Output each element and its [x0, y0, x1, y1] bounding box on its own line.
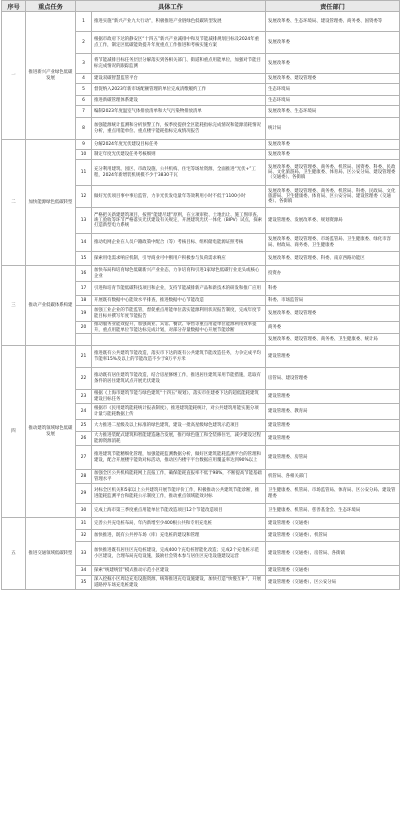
- row-number: 31: [76, 518, 92, 530]
- row-department: 统计局: [266, 118, 400, 140]
- row-content: 根据《上海市建筑节能与绿色建筑“十四五”规划》，落实市住建委下达的超低能耗建筑建设目标任务: [92, 390, 266, 404]
- row-department: 科委、市场监管局: [266, 296, 400, 306]
- row-content: 严格把关新建建筑项目，按照“能建尽建”原则，在立项审批、土地出让、施工图审查、竣工验收等环节严格落实光伏建设有关规定，开展建筑光伏一体化（BIPV）试点，探索打造新型电力系统: [92, 208, 266, 234]
- row-content: 将节能减排目标任务层层分解落实到各相关部门、街道和重点用能单位，加强对节能目标完成情况的跟踪监测: [92, 54, 266, 74]
- row-number: 13: [76, 208, 92, 234]
- row-number: 29: [76, 484, 92, 504]
- row-number: 9: [76, 140, 92, 150]
- row-number: 34: [76, 566, 92, 576]
- row-department: 建设管理委、发展改革委、规划资源局: [266, 208, 400, 234]
- row-content: 制定年度光伏建设任务考核细则: [92, 150, 266, 160]
- row-content: 加快布局和培育绿色低碳新兴产业业态，力争培育和引进1家绿色低碳行业龙头或核心企业: [92, 266, 266, 282]
- row-content: 推动电网企业在人员户籍政策中配合（等）考核目标、组织储电能源证照考核: [92, 234, 266, 252]
- row-content: 根据市《民用建筑能耗统计报表制度》，推进建筑能耗统计，对公共建筑用能实施分项计量与能耗数据上传: [92, 404, 266, 420]
- section-number: 一: [2, 12, 26, 140]
- row-content: 大力推进装配式建筑和智能建造融合发展，推行绿色施工和全装修住宅，减少建设过程能源资源消耗: [92, 432, 266, 446]
- row-number: 20: [76, 322, 92, 334]
- row-number: 35: [76, 576, 92, 590]
- row-department: 发展改革委、建设管理委、市场监管局、卫生健康委、绿化市容局、财政局、商务委、卫生健康委: [266, 234, 400, 252]
- row-content: 推进建筑节能精细化管理，加强能耗监测数据分析，做好区建筑能耗监测平台的管理和建设，配合开展楼宇能效对标活动，推动区内楼宇平台数据应用覆盖率达到90%以上: [92, 446, 266, 470]
- row-content: 分解2024年度光伏建设目标任务: [92, 140, 266, 150]
- table-row: [2, 346, 400, 368]
- row-number: 30: [76, 504, 92, 518]
- row-department: 房管局、建设管理委: [266, 368, 400, 390]
- table-row: [2, 518, 400, 530]
- row-content: 建设双碳智慧监管平台: [92, 74, 266, 84]
- row-number: 7: [76, 106, 92, 118]
- row-department: 发展改革委、生态环境局: [266, 106, 400, 118]
- row-number: 2: [76, 32, 92, 54]
- row-number: 11: [76, 160, 92, 186]
- row-number: 12: [76, 186, 92, 208]
- row-number: 4: [76, 74, 92, 84]
- row-department: 生态环境局: [266, 96, 400, 106]
- row-number: 24: [76, 404, 92, 420]
- header-content: 具体工作: [76, 1, 266, 12]
- row-department: 发展改革委、建设管理委: [266, 306, 400, 322]
- section-number: 二: [2, 140, 26, 266]
- row-department: 投资办: [266, 266, 400, 282]
- row-department: 发展改革委、建设管理委、科委、南京西路功能区: [266, 252, 400, 266]
- row-content: 编制2023年度温室气体排放清单和大气污染物排放清单: [92, 106, 266, 118]
- row-department: 生态环境局: [266, 84, 400, 96]
- row-number: 3: [76, 54, 92, 74]
- row-number: 21: [76, 346, 92, 368]
- row-department: 建设管理委（交通委）: [266, 566, 400, 576]
- section-task: 推动产业低碳体系构建: [26, 266, 76, 346]
- row-number: 19: [76, 306, 92, 322]
- section-number: 五: [2, 518, 26, 590]
- row-department: 发展改革委: [266, 140, 400, 150]
- section-task: 推动建筑领域绿色低碳发展: [26, 346, 76, 518]
- row-number: 18: [76, 296, 92, 306]
- row-content: 完善公共充电桩布局，年内新增至少400根公共和专用充电桩: [92, 518, 266, 530]
- header-no: 序号: [2, 1, 26, 12]
- row-department: 建设管理委: [266, 390, 400, 404]
- row-content: 推动服务业能效提升，加强商业、宾馆、餐饮、零售等重点用能单位能源利用效率提升，重点用能单位节能达标完成计划，对部分存量数据中心开展节能诊断: [92, 322, 266, 334]
- row-department: 科委: [266, 282, 400, 296]
- row-content: 加强工业企业的节能监管，督促重点用能单位落实能源利用状况报告制度，完成年度节能目标并撰写年度节能报告: [92, 306, 266, 322]
- row-department: 建设管理委: [266, 420, 400, 432]
- row-number: 23: [76, 390, 92, 404]
- table-row: [2, 266, 400, 282]
- row-department: 商务委: [266, 322, 400, 334]
- section-number: 三: [2, 266, 26, 346]
- row-department: 建设管理委（交通委）、房管局、各街镇: [266, 542, 400, 566]
- row-number: 17: [76, 282, 92, 296]
- table-header-row: [2, 1, 400, 12]
- row-department: 建设管理委（交通委）、区公安分局: [266, 576, 400, 590]
- row-department: 建设管理委、教育局: [266, 404, 400, 420]
- row-number: 22: [76, 368, 92, 390]
- row-department: 卫生健康委、机管局、市场监管局、体育局、区公安分局、建设管理委: [266, 484, 400, 504]
- row-content: 完成上海市第三季度重点用能单位节能改造项目12个节能改造项目: [92, 504, 266, 518]
- row-content: 推进实施“新兴产业九大行动”，积极推进产业链绿色低碳转型发展: [92, 12, 266, 32]
- row-department: 建设管理委（交通委）、机管局: [266, 530, 400, 542]
- header-dept: 责任部门: [266, 1, 400, 12]
- row-content: 开展既有数据中心能效水平排查，推进数据中心节能改造: [92, 296, 266, 306]
- row-content: 推进既有公共建筑节能改造，落实市下达的既有公共建筑节能改造任务，力争完成平均节能率15%及以上的节能改造不少于8万平方米: [92, 346, 266, 368]
- row-number: [76, 334, 92, 346]
- section-number: 四: [2, 346, 26, 518]
- row-content: 探索“统建统营”模式推动示范小区建设: [92, 566, 266, 576]
- row-content: 督促纳入2023年新市场配额管理的单位完成清缴履约工作: [92, 84, 266, 96]
- row-content: 推动既有居住建筑节能改造，结合房屋修缮工作，推进居住建筑采用节能措施，选取有条件的居住建筑试点开展光伏建设: [92, 368, 266, 390]
- row-department: 发展改革委、建设管理委: [266, 74, 400, 84]
- row-content: 推进新碳管理体系建设: [92, 96, 266, 106]
- row-content: 深入挖掘小区周边充电设施资源，统筹推进充电设施建设，加快打造“快慢互补”，开展道路停车场充电桩建设: [92, 576, 266, 590]
- header-task: 重点任务: [26, 1, 76, 12]
- task-table: [1, 0, 400, 590]
- row-number: 1: [76, 12, 92, 32]
- row-department: 发展改革委: [266, 54, 400, 74]
- row-department: 建设管理委（交通委）: [266, 518, 400, 530]
- row-content: 加强能源统计监测和分析预警工作，按季度提供全区能耗指标完成情况和能源消耗情况分析，重点用能单位、重点楼宇能耗指标完成情况报告: [92, 118, 266, 140]
- row-content: 引进和培育节能低碳科技项目和企业，支持节能减排新产品和新技术的研发和推广应用: [92, 282, 266, 296]
- row-content: 做好光伏项目事中事后监管，力争光伏发电量年等效利用小时不低于1100小时: [92, 186, 266, 208]
- row-content: 充分利用建筑、园区、市政设施、公共机构、住宅等场址资源，全面推进“光伏+”工程，2024年新增装机规模不少于3830千瓦: [92, 160, 266, 186]
- row-department: 卫生健康委、机管局、慈善基金会、生态环境局: [266, 504, 400, 518]
- row-content: 大力推进二星级及以上标准的绿色建筑，建设一批高星级绿色建筑示范项目: [92, 420, 266, 432]
- row-department: 机管局、各相关部门: [266, 470, 400, 484]
- row-number: 25: [76, 420, 92, 432]
- row-number: 8: [76, 118, 92, 140]
- row-content: 加强全区公共机构能耗网上直报工作，确保能耗直报率不低于98%，不断提高节能基础管理水平: [92, 470, 266, 484]
- row-department: 发展改革委、建设管理委、商务委、卫生健康委、统计局: [266, 334, 400, 346]
- row-content: 加快推进既有居住区充电桩建设，完成400个充电桩智能化改造；完成2个充电桩示范小区建设，合理布局充电设施，鼓励社会资本参与居住区充电设施建设运营: [92, 542, 266, 566]
- row-number: 32: [76, 530, 92, 542]
- row-department: 发展改革委、生态环境局、建设管理委、商务委、国资委等: [266, 12, 400, 32]
- row-number: 14: [76, 234, 92, 252]
- row-number: 6: [76, 96, 92, 106]
- row-number: 16: [76, 266, 92, 282]
- row-content: 对标全区机关和5家以上公共建筑开展节能评价工作，积极推动公共建筑节能诊断，推进能耗监测平台和能耗公示制度工作，推动重点领域能效对标: [92, 484, 266, 504]
- table-body: [2, 12, 400, 590]
- row-number: 26: [76, 432, 92, 446]
- table-row: [2, 12, 400, 32]
- row-department: 建设管理委: [266, 346, 400, 368]
- row-department: 建设管理委: [266, 432, 400, 446]
- table-row: [2, 140, 400, 150]
- row-department: 发展改革委: [266, 150, 400, 160]
- row-content: 根据市政府下达的静安区“十四五”新兴产业减排中和及节能减排规划目标及2024年重点工作，制定区低碳能效提升年度重点工作推进和考核实施方案: [92, 32, 266, 54]
- row-content: [92, 334, 266, 346]
- row-number: 27: [76, 446, 92, 470]
- row-number: 10: [76, 150, 92, 160]
- section-task: 推进交通领域低碳转型: [26, 518, 76, 590]
- row-number: 15: [76, 252, 92, 266]
- row-content: 探索用电需求响应机制，引导商业可中断用户积极参与负荷需求响应: [92, 252, 266, 266]
- row-department: 发展改革委、建设管理委、商务委、机管局、国资委、科委、民政局、文化旅游局、卫生健康委、体育局、区公安分局、建设管理委（交通委）、各街镇: [266, 160, 400, 186]
- section-task: 加快能源绿色低碳转型: [26, 140, 76, 266]
- row-department: 发展改革委、建设管理委、商务委、机管局、科委、民政局、文化旅游局、卫生健康委、体育局、区公安分局、建设管理委（交通委）、各街镇: [266, 186, 400, 208]
- row-content: 加快推进，既有公共停车场（库）充电桩的建设和管理: [92, 530, 266, 542]
- row-department: 建设管理委、房管局: [266, 446, 400, 470]
- section-task: 推进新兴产业绿色低碳发展: [26, 12, 76, 140]
- row-number: 33: [76, 542, 92, 566]
- row-department: 发展改革委: [266, 32, 400, 54]
- row-number: 5: [76, 84, 92, 96]
- row-number: 28: [76, 470, 92, 484]
